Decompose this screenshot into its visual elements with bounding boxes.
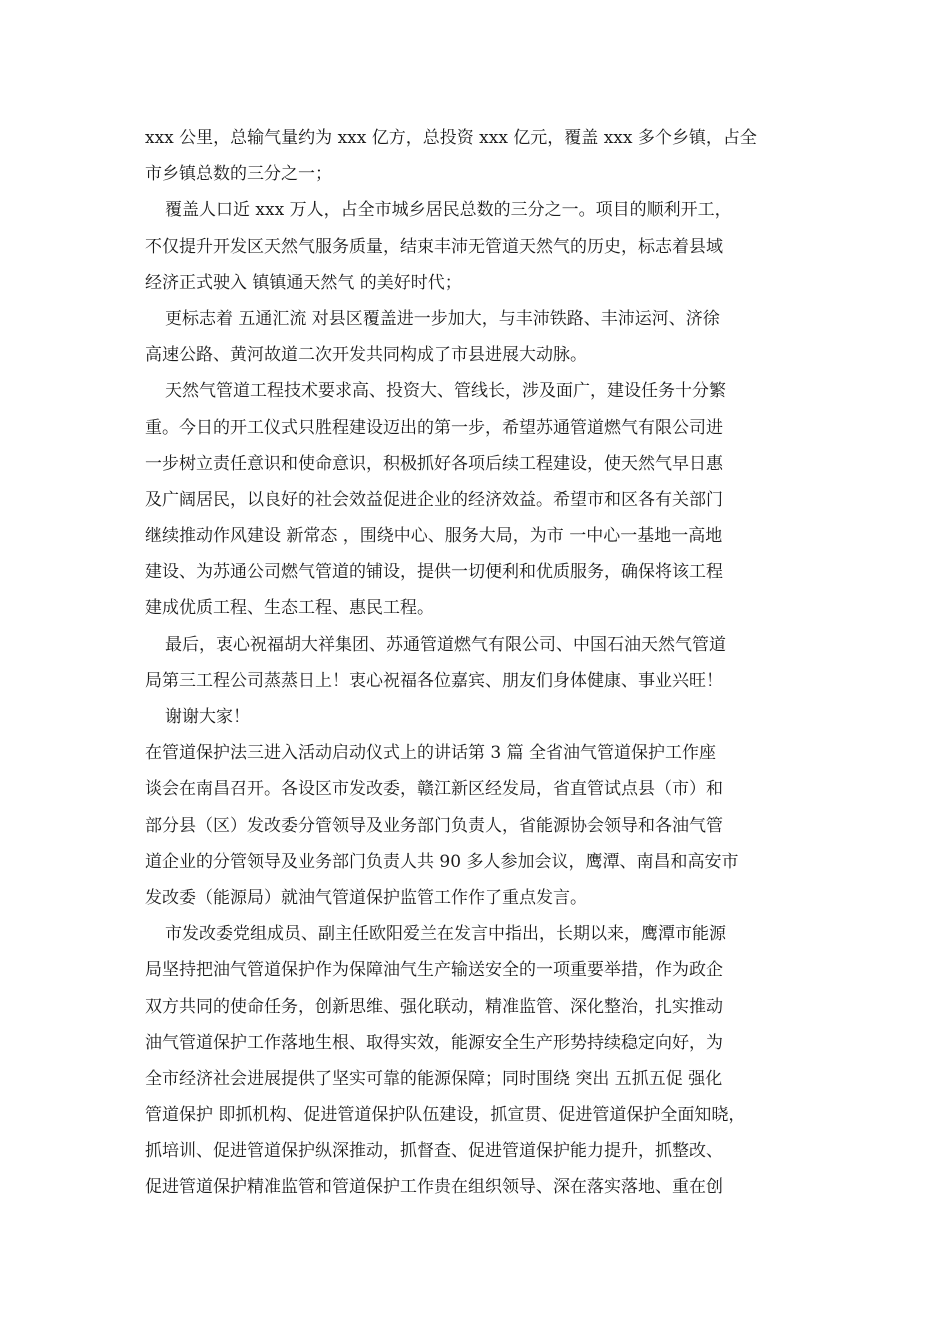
text-line: 及广阔居民，以良好的社会效益促进企业的经济效益。希望市和区各有关部门 — [145, 489, 723, 510]
text-line: 在管道保护法三进入活动启动仪式上的讲话第 3 篇 全省油气管道保护工作座 — [145, 743, 717, 764]
body-text — [145, 120, 825, 1206]
text-line: 市发改委党组成员、副主任欧阳爱兰在发言中指出，长期以来，鹰潭市能源 — [165, 924, 726, 945]
text-line: 高速公路、黄河故道二次开发共同构成了市县进展大动脉。 — [145, 345, 587, 366]
text-line: 油气管道保护工作落地生根、取得实效，能源安全生产形势持续稳定向好，为 — [145, 1032, 723, 1053]
text-line: 促进管道保护精准监管和管道保护工作贵在组织领导、深在落实落地、重在创 — [145, 1177, 723, 1198]
text-line: 部分县（区）发改委分管领导及业务部门负责人，省能源协会领导和各油气管 — [145, 815, 723, 836]
text-line: 谢谢大家！ — [165, 707, 250, 727]
text-line: 更标志着 五通汇流 对县区覆盖进一步加大，与丰沛铁路、丰沛运河、济徐 — [165, 308, 720, 329]
text-line: 覆盖人口近 xxx 万人，占全市城乡居民总数的三分之一。项目的顺利开工， — [165, 200, 732, 221]
text-line: 经济正式驶入 镇镇通天然气 的美好时代； — [145, 272, 462, 293]
text-line: 一步树立责任意识和使命意识，积极抓好各项后续工程建设，使天然气早日惠 — [145, 453, 723, 474]
text-line: 抓培训、促进管道保护纵深推动，抓督查、促进管道保护能力提升，抓整改、 — [145, 1141, 723, 1162]
text-line: 全市经济社会进展提供了坚实可靠的能源保障；同时围绕 突出 五抓五促 强化 — [145, 1068, 723, 1089]
text-line: 管道保护 即抓机构、促进管道保护队伍建设，抓宣贯、促进管道保护全面知晓， — [145, 1105, 746, 1126]
text-line: 不仅提升开发区天然气服务质量，结束丰沛无管道天然气的历史，标志着县域 — [145, 236, 723, 257]
text-line: xxx 公里，总输气量约为 xxx 亿方，总投资 xxx 亿元，覆盖 xxx 多个乡镇，占全 — [145, 128, 757, 148]
text-line: 谈会在南昌召开。各设区市发改委，赣江新区经发局，省直管试点县（市）和 — [145, 779, 723, 800]
text-line: 市乡镇总数的三分之一； — [145, 164, 332, 185]
text-line: 局第三工程公司蒸蒸日上！衷心祝福各位嘉宾、朋友们身体健康、事业兴旺！ — [145, 670, 723, 691]
text-line: 道企业的分管领导及业务部门负责人共 90 多人参加会议，鹰潭、南昌和高安市 — [145, 851, 739, 872]
text-line: 最后，衷心祝福胡大祥集团、苏通管道燃气有限公司、中国石油天然气管道 — [165, 634, 726, 655]
text-line: 建成优质工程、生态工程、惠民工程。 — [145, 598, 434, 619]
text-line: 重。今日的开工仪式只胜程建设迈出的第一步，希望苏通管道燃气有限公司进 — [145, 417, 723, 438]
text-line: 天然气管道工程技术要求高、投资大、管线长，涉及面广，建设任务十分繁 — [165, 381, 726, 402]
text-line: 局坚持把油气管道保护作为保障油气生产输送安全的一项重要举措，作为政企 — [145, 960, 723, 981]
text-line: 建设、为苏通公司燃气管道的铺设，提供一切便利和优质服务，确保将该工程 — [145, 562, 723, 583]
text-line: 继续推动作风建设 新常态 ，围绕中心、服务大局，为市 一中心一基地一高地 — [145, 526, 723, 547]
text-line: 发改委（能源局）就油气管道保护监管工作作了重点发言。 — [145, 887, 587, 908]
text-line: 双方共同的使命任务，创新思维、强化联动，精准监管、深化整治，扎实推动 — [145, 996, 723, 1017]
